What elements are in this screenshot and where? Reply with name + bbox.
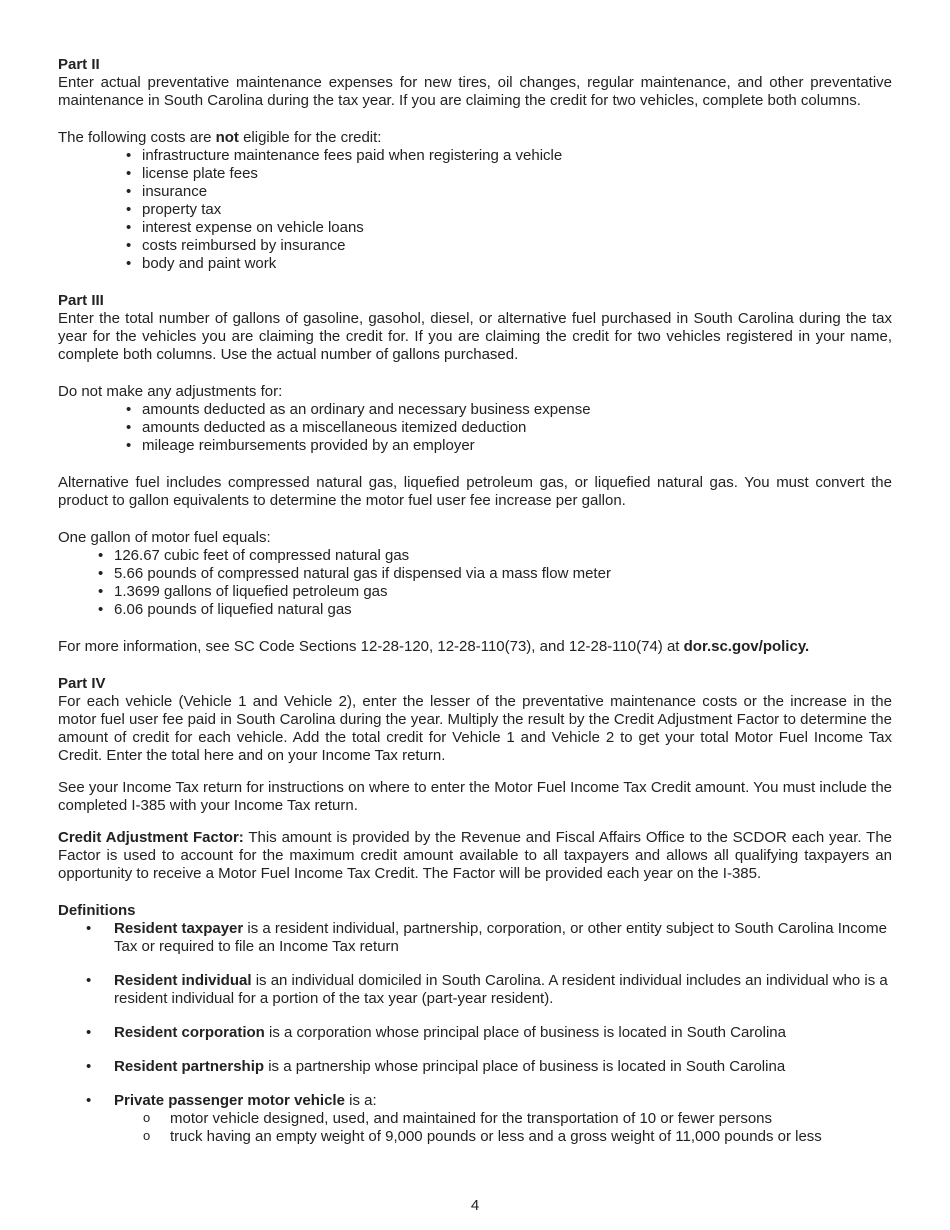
not-eligible-post: eligible for the credit: <box>238 129 382 146</box>
part-4-heading: Part IV <box>58 675 106 692</box>
not-eligible-label <box>58 129 892 147</box>
more-info-text: For more information, see SC Code Sections 12-28-120, 12-28-110(73), and 12-28-110(74) at <box>58 638 684 655</box>
definitions-list <box>58 920 892 1146</box>
list-item: • infrastructure maintenance fees paid when registering a vehicle <box>58 147 892 165</box>
list-item: • amounts deducted as a miscellaneous itemized deduction <box>58 419 892 437</box>
part-2-heading: Part II <box>58 56 100 73</box>
vehicle-sub-list <box>114 1110 892 1146</box>
gallon-label: One gallon of motor fuel equals: <box>58 529 271 546</box>
sub-list-item: o truck having an empty weight of 9,000 pounds or less and a gross weight of 11,000 pounds or less <box>58 1128 892 1146</box>
list-item: • interest expense on vehicle loans <box>58 219 892 237</box>
definition-term: Resident individual <box>114 972 252 989</box>
not-eligible-bold: not <box>215 129 239 146</box>
page-number: 4 <box>470 1197 480 1214</box>
definition-text: is a partnership whose principal place of business is located in South Carolina <box>264 1058 786 1075</box>
credit-factor-paragraph <box>58 829 892 883</box>
definition-term: Resident corporation <box>114 1024 265 1041</box>
not-eligible-list <box>58 147 892 273</box>
list-item: • body and paint work <box>58 255 892 273</box>
definition-item <box>58 1058 892 1076</box>
definition-term: Private passenger motor vehicle <box>114 1092 345 1109</box>
part-2-intro: Enter actual preventative maintenance expenses for new tires, oil changes, regular maintenance, and other preventative maintenance in South Carolina during the tax year. If you are claiming the credit for two vehicles, complete both columns. <box>58 74 892 109</box>
not-eligible-pre: The following costs are <box>58 129 216 146</box>
policy-link[interactable]: dor.sc.gov/policy. <box>683 638 810 655</box>
list-item: • license plate fees <box>58 165 892 183</box>
list-item: • 1.3699 gallons of liquefied petroleum gas <box>58 583 892 601</box>
part-4-paragraph-1: For each vehicle (Vehicle 1 and Vehicle 2), enter the lesser of the preventative maintenance costs or the increase in the motor fuel user fee paid in South Carolina during the year. Multiply the result by the Credit Adjustment Factor to determine the amount of credit for each vehicle. Add the total credit for Vehicle 1 and Vehicle 2 to get your total Motor Fuel Income Tax Credit. Enter the total here and on your Income Tax return. <box>58 693 892 764</box>
list-item: • costs reimbursed by insurance <box>58 237 892 255</box>
no-adjust-list <box>58 401 892 455</box>
part-3-heading: Part III <box>58 292 104 309</box>
document-page <box>58 56 892 1146</box>
list-item: • 6.06 pounds of liquefied natural gas <box>58 601 892 619</box>
definition-item <box>58 972 892 1008</box>
no-adjust-label: Do not make any adjustments for: <box>58 383 283 400</box>
list-item: • 126.67 cubic feet of compressed natural gas <box>58 547 892 565</box>
list-item: • insurance <box>58 183 892 201</box>
more-info-paragraph <box>58 638 892 656</box>
definition-text: is a resident individual, partnership, corporation, or other entity subject to South Carolina Income Tax or required to file an Income Tax return <box>114 920 887 955</box>
part-3-intro: Enter the total number of gallons of gasoline, gasohol, diesel, or alternative fuel purchased in South Carolina during the tax year for the vehicles you are claiming the credit for. If you are claiming the credit for two vehicles registered in your name, complete both columns. Use the actual number of gallons purchased. <box>58 310 892 363</box>
definition-text: is an individual domiciled in South Carolina. A resident individual includes an individual who is a resident individual for a portion of the tax year (part-year resident). <box>114 972 888 1007</box>
list-item: • 5.66 pounds of compressed natural gas if dispensed via a mass flow meter <box>58 565 892 583</box>
definition-item <box>58 920 892 956</box>
credit-factor-term: Credit Adjustment Factor: <box>58 829 244 846</box>
definition-term: Resident taxpayer <box>114 920 244 937</box>
definition-text: is a corporation whose principal place of business is located in South Carolina <box>264 1024 786 1041</box>
part-4-paragraph-2: See your Income Tax return for instructions on where to enter the Motor Fuel Income Tax Credit amount. You must include the completed I-385 with your Income Tax return. <box>58 779 892 814</box>
list-item: • mileage reimbursements provided by an employer <box>58 437 892 455</box>
definition-item <box>58 1092 892 1146</box>
definition-term: Resident partnership <box>114 1058 265 1075</box>
gallon-list <box>58 547 892 619</box>
alt-fuel-paragraph: Alternative fuel includes compressed natural gas, liquefied petroleum gas, or liquefied natural gas. You must convert the product to gallon equivalents to determine the motor fuel user fee increase per gallon. <box>58 474 892 509</box>
credit-factor-text: This amount is provided by the Revenue and Fiscal Affairs Office to the SCDOR each year. The Factor is used to account for the maximum credit amount available to all taxpayers and allows all qualifying taxpayers an opportunity to receive a Motor Fuel Income Tax Credit. The Factor will be provided each year on the I-385. <box>58 829 892 882</box>
sub-list-item: o motor vehicle designed, used, and maintained for the transportation of 10 or fewer persons <box>58 1110 892 1128</box>
definitions-heading: Definitions <box>58 902 136 919</box>
list-item: • amounts deducted as an ordinary and necessary business expense <box>58 401 892 419</box>
definition-item <box>58 1024 892 1042</box>
definition-text: is a: <box>344 1092 377 1109</box>
list-item: • property tax <box>58 201 892 219</box>
